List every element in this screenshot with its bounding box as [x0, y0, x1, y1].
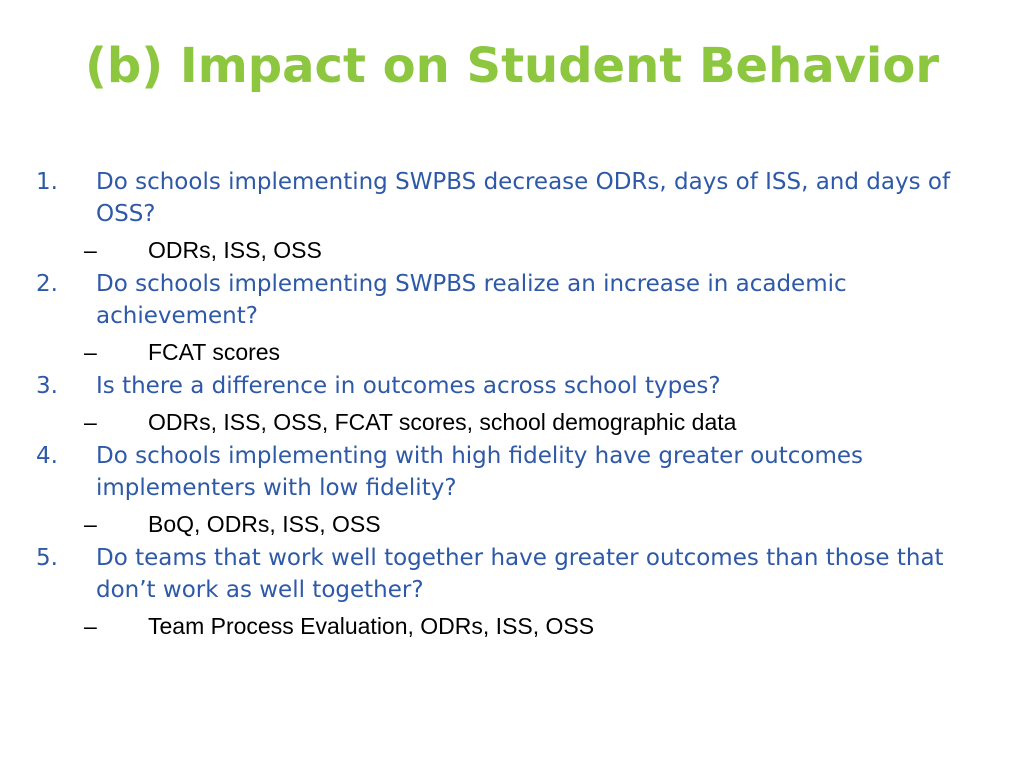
- question-item: [36, 268, 986, 332]
- question-text: Do teams that work well together have greater outcomes than those that don’t work as well together?: [96, 545, 944, 603]
- data-sources-text: BoQ, ODRs, ISS, OSS: [148, 511, 381, 537]
- dash-bullet: –: [84, 339, 97, 365]
- dash-bullet: –: [84, 511, 97, 537]
- question-item: [36, 370, 986, 402]
- question-item: [36, 542, 986, 606]
- question-text: Is there a difference in outcomes across school types?: [96, 373, 721, 399]
- question-text: Do schools implementing SWPBS decrease ODRs, days of ISS, and days of OSS?: [96, 169, 951, 227]
- question-sub-item: [36, 612, 986, 640]
- question-list: [36, 166, 986, 644]
- question-text: Do schools implementing with high fidelity have greater outcomes implementers with low fidelity?: [96, 443, 864, 501]
- dash-bullet: –: [84, 613, 97, 639]
- question-sub-item: [36, 236, 986, 264]
- data-sources-text: Team Process Evaluation, ODRs, ISS, OSS: [148, 613, 595, 639]
- data-sources-text: ODRs, ISS, OSS: [148, 237, 322, 263]
- dash-bullet: –: [84, 237, 97, 263]
- question-number: 4.: [36, 443, 58, 469]
- question-sub-item: [36, 408, 986, 436]
- data-sources-text: ODRs, ISS, OSS, FCAT scores, school demographic data: [148, 409, 737, 435]
- question-item: [36, 166, 986, 230]
- question-text: Do schools implementing SWPBS realize an increase in academic achievement?: [96, 271, 847, 329]
- question-number: 3.: [36, 373, 58, 399]
- dash-bullet: –: [84, 409, 97, 435]
- question-number: 5.: [36, 545, 58, 571]
- slide-title: (b) Impact on Student Behavior: [84, 38, 940, 94]
- data-sources-text: FCAT scores: [148, 339, 281, 365]
- question-sub-item: [36, 338, 986, 366]
- question-number: 2.: [36, 271, 58, 297]
- question-number: 1.: [36, 169, 58, 195]
- question-sub-item: [36, 510, 986, 538]
- question-item: [36, 440, 986, 504]
